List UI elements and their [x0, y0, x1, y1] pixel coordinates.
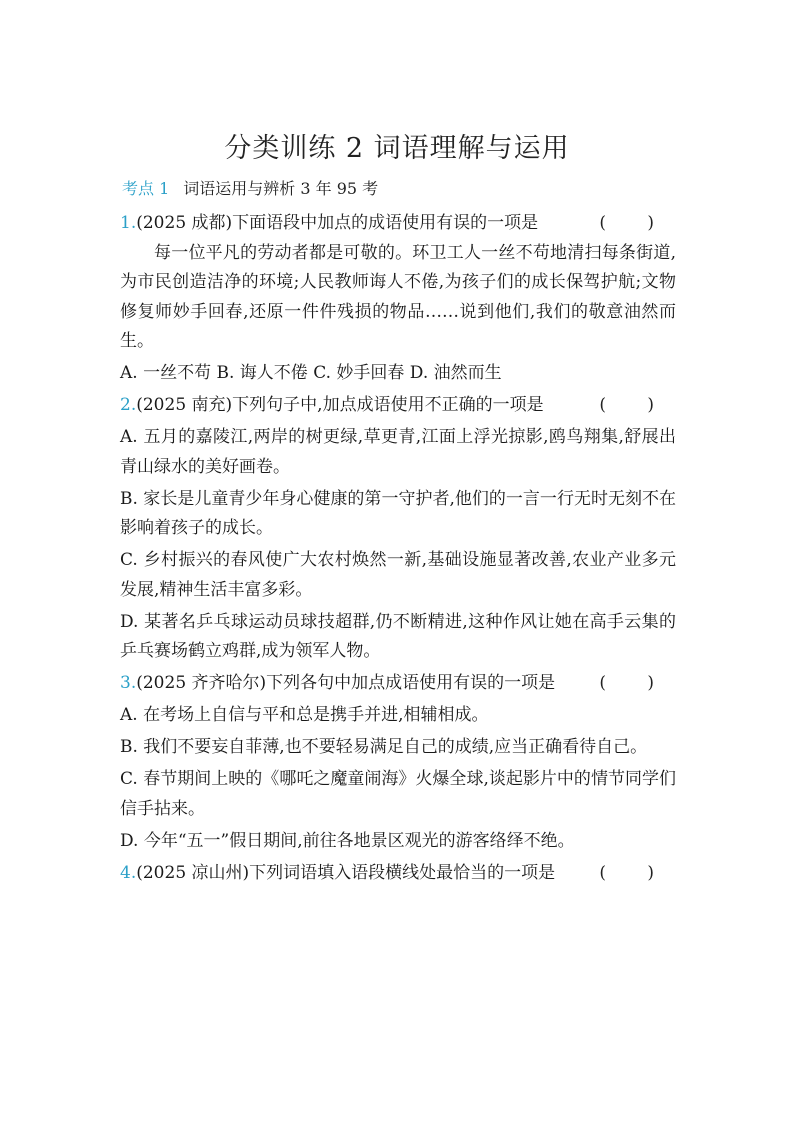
question-3-stem [120, 669, 676, 699]
section-text: 词语运用与辨析 3 年 95 考 [183, 179, 379, 198]
question-3-option-d: D. 今年“五一”假日期间,前往各地景区观光的游客络绎不绝。 [120, 830, 575, 851]
question-4-stem [120, 859, 676, 889]
question-3-option-a: A. 在考场上自信与平和总是携手并进,相辅相成。 [120, 705, 489, 725]
question-2-option-d: D. 某著名乒乓球运动员球技超群,仍不断精进,这种作风让她在高手云集的乒乓赛场鹤立鸡群,成为领军人物。 [120, 611, 676, 661]
answer-blank: ( ) [599, 673, 672, 693]
question-text: (2025 凉山州)下列词语填入语段横线处最恰当的一项是 [136, 862, 556, 883]
question-1-stem [120, 209, 676, 239]
section-tag: 考点 1 [122, 179, 170, 198]
question-number: 2. [120, 395, 137, 415]
question-number: 1. [120, 213, 137, 233]
answer-blank: ( ) [599, 213, 672, 233]
question-2-option-a: A. 五月的嘉陵江,两岸的树更绿,草更青,江面上浮光掠影,鸥鸟翔集,舒展出青山绿水的美好画卷。 [120, 427, 676, 477]
question-1-options: A. 一丝不苟 B. 诲人不倦 C. 妙手回春 D. 油然而生 [120, 363, 502, 383]
question-number: 3. [120, 673, 137, 693]
page-title: 分类训练 2 词语理解与运用 [224, 133, 570, 164]
question-2-option-b: B. 家长是儿童青少年身心健康的第一守护者,他们的一言一行无时无刻不在影响着孩子的成长。 [120, 488, 676, 538]
question-3-option-c: C. 春节期间上映的《哪吒之魔童闹海》火爆全球,谈起影片中的情节同学们信手拈来。 [120, 769, 676, 819]
answer-blank: ( ) [599, 395, 672, 415]
question-3-option-b: B. 我们不要妄自菲薄,也不要轻易满足自己的成绩,应当正确看待自己。 [120, 737, 648, 757]
question-list [120, 209, 676, 888]
question-text: (2025 成都)下面语段中加点的成语使用有误的一项是 [136, 213, 539, 233]
question-2-option-c: C. 乡村振兴的春风使广大农村焕然一新,基础设施显著改善,农业产业多元发展,精神生活丰富多彩。 [120, 550, 676, 600]
section-heading [122, 176, 378, 199]
question-text: (2025 齐齐哈尔)下列各句中加点成语使用有误的一项是 [136, 673, 556, 693]
question-number: 4. [120, 862, 137, 883]
question-2-stem [120, 391, 676, 421]
question-text: (2025 南充)下列句子中,加点成语使用不正确的一项是 [136, 395, 544, 415]
answer-blank: ( ) [599, 862, 672, 883]
question-1-passage: 每一位平凡的劳动者都是可敬的。环卫工人一丝不苟地清扫每条街道,为市民创造洁净的环境;人民教师诲人不倦,为孩子们的成长保驾护航;文物修复师妙手回春,还原一件件残损的物品……说到他们,我们的敬意油然而生。 [120, 242, 676, 351]
